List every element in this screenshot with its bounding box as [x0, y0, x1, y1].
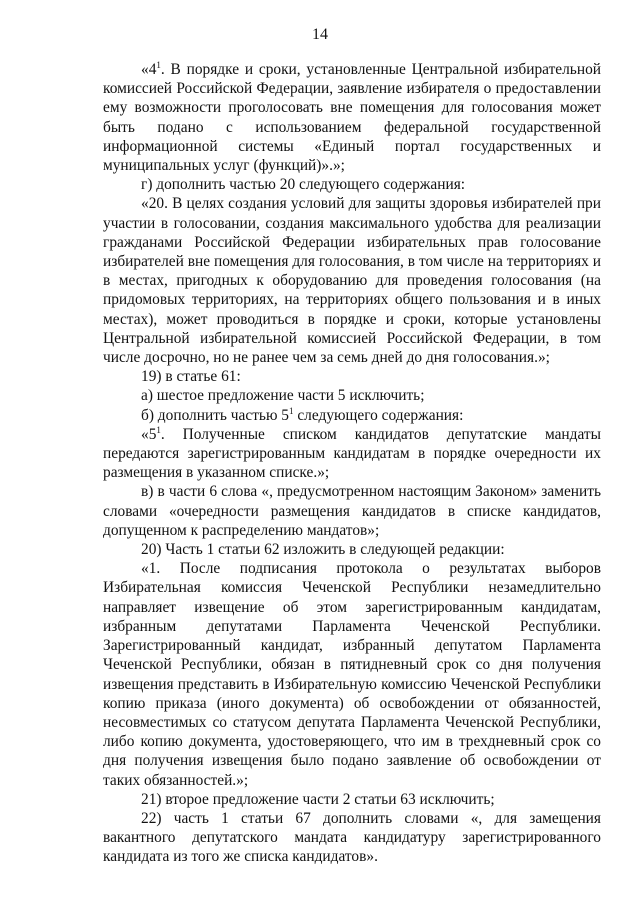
paragraph-item-21: 21) второе предложение части 2 статьи 63 исключить; [141, 790, 495, 808]
paragraph-item-g: г) дополнить частью 20 следующего содержания: [141, 176, 466, 194]
paragraph-item-19: 19) в статье 61: [141, 368, 241, 386]
paragraph-part-1-article-62: «1. После подписания протокола о результатах выборов Избирательная комиссия Чеченской Республики незамедлительно направляет извещение об этом зарегистрированным кандидатам, избранным депутатами Парламента Чеченской Республики. Зарегистрированный кандидат, избранный депутатом Парламента Чеченской Республики, обязан в пятидневный срок со дня получения извещения представить в Избирательную комиссию Чеченской Республики копию приказа (иного документа) об освобождении от обязанностей, несовместимых со статусом депутата Парламента Чеченской Республики, либо копию документа, удостоверяющего, что им в трехдневный срок со дня получения извещения было подано заявление об освобождении от таких обязанностей.»; [103, 560, 601, 789]
paragraph-item-20: 20) Часть 1 статьи 62 изложить в следующей редакции: [141, 541, 505, 559]
paragraph-article-4-1: «$4^1$. В порядке и сроки, установленные Центральной избирательной комиссией Российской Федерации, заявление избирателя о предоставлении ему возможности проголосовать вне помещения для голосования может быть подано с использованием федеральной государственной информационной системы «Единый портал государственных и муниципальных услуг (функций)».»; [103, 60, 601, 175]
paragraph-item-a: а) шестое предложение части 5 исключить; [141, 387, 425, 405]
paragraph-item-22: 22) часть 1 статьи 67 дополнить словами «, для замещения вакантного депутатского мандата кандидатуру зарегистрированного кандидата из того же списка кандидатов». [103, 809, 601, 866]
paragraph-part-20: «20. В целях создания условий для защиты здоровья избирателей при участии в голосовании, создания максимального удобства для реализации гражданами Российской Федерации избирательных прав голосование избирателей вне помещения для голосования, в том числе на территориях и в местах, пригодных к оборудованию для проведения голосования (на придомовых территориях, на территориях общего пользования и в иных местах), может проводиться в порядке и сроки, которые установлены Центральной избирательной комиссией Российской Федерации, в том числе досрочно, но не ранее чем за семь дней до дня голосования.»; [103, 195, 601, 367]
page-number: 14 [312, 26, 328, 43]
document-body [103, 60, 601, 867]
paragraph-item-v: в) в части 6 слова «, предусмотренном настоящим Законом» заменить словами «очередности размещения кандидатов в списке кандидатов, допущенном к распределению мандатов»; [103, 483, 601, 539]
paragraph-item-b: б) дополнить частью $5^1$ следующего содержания: [141, 405, 464, 424]
paragraph-part-5-1: «$5^1$. Полученные списком кандидатов депутатские мандаты передаются зарегистрированным кандидатам в порядке очередности их размещения в указанном списке.»; [103, 424, 601, 482]
